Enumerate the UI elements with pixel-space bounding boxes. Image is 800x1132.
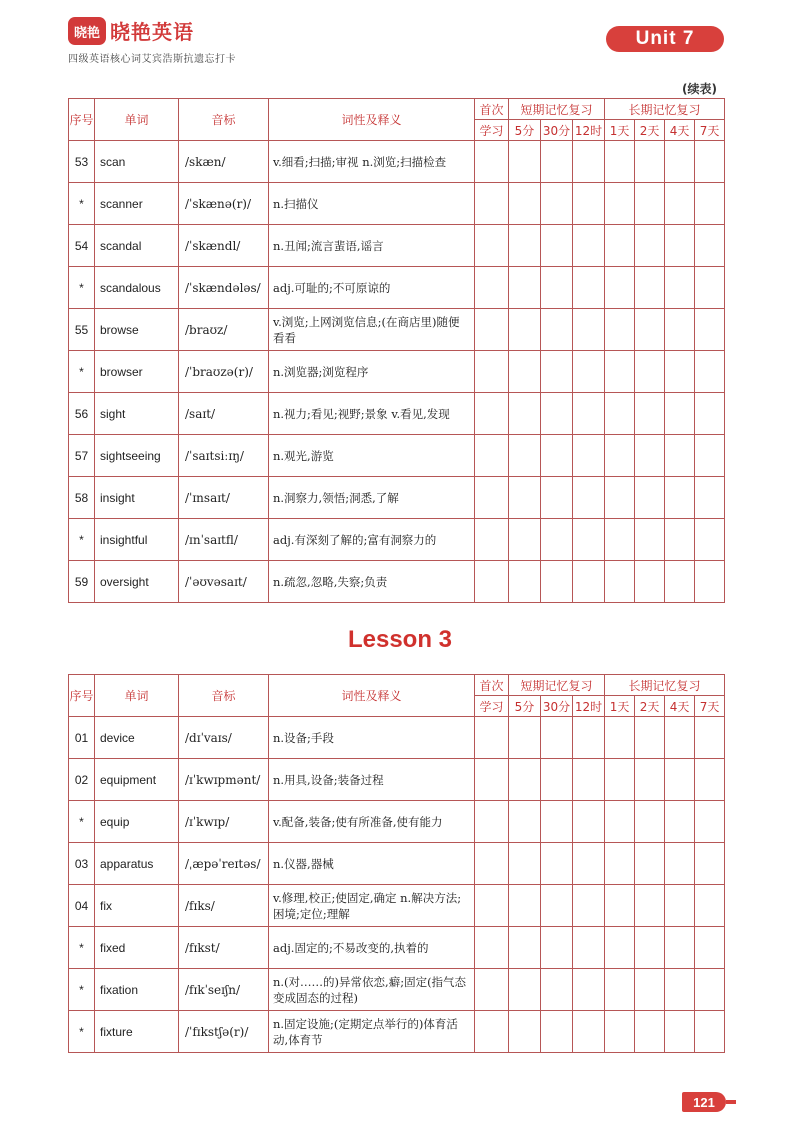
review-checkbox-cell[interactable] [475,969,509,1011]
review-checkbox-cell[interactable] [541,477,573,519]
header-interval: 12时 [573,120,605,141]
review-checkbox-cell[interactable] [541,309,573,351]
review-checkbox-cell[interactable] [509,225,541,267]
review-checkbox-cell[interactable] [635,561,665,603]
header-interval: 2天 [635,120,665,141]
header-definition: 词性及释义 [269,675,475,717]
header-interval: 1天 [605,696,635,717]
review-checkbox-cell[interactable] [509,969,541,1011]
review-checkbox-cell[interactable] [573,141,605,183]
review-checkbox-cell[interactable] [695,519,725,561]
review-checkbox-cell[interactable] [665,759,695,801]
word-phonetic: /fɪkˈseɪʃn/ [179,969,269,1011]
review-checkbox-cell[interactable] [605,561,635,603]
review-checkbox-cell[interactable] [573,351,605,393]
review-checkbox-cell[interactable] [605,393,635,435]
word-definition: n.疏忽,忽略,失察;负责 [269,561,475,603]
word-number: * [69,1011,95,1053]
word-definition: n.视力;看见;视野;景象 v.看见,发现 [269,393,475,435]
table-row [69,393,725,435]
word-text: scandalous [95,267,179,309]
header-interval: 30分 [541,696,573,717]
review-checkbox-cell[interactable] [509,267,541,309]
word-number: * [69,801,95,843]
header-short-term: 短期记忆复习 [509,99,605,120]
review-checkbox-cell[interactable] [541,561,573,603]
page-header [0,0,800,70]
review-checkbox-cell[interactable] [541,141,573,183]
word-phonetic: /ˈəʊvəsaɪt/ [179,561,269,603]
word-phonetic: /ɪˈkwɪp/ [179,801,269,843]
review-checkbox-cell[interactable] [475,477,509,519]
word-definition: n.固定设施;(定期定点举行的)体育活动,体育节 [269,1011,475,1053]
word-number: 03 [69,843,95,885]
brand-logo-icon: 晓艳 [68,17,106,45]
word-text: equip [95,801,179,843]
review-checkbox-cell[interactable] [573,225,605,267]
review-checkbox-cell[interactable] [605,435,635,477]
word-text: device [95,717,179,759]
review-checkbox-cell[interactable] [541,435,573,477]
review-checkbox-cell[interactable] [573,969,605,1011]
review-checkbox-cell[interactable] [475,561,509,603]
header-interval: 4天 [665,120,695,141]
review-checkbox-cell[interactable] [573,927,605,969]
table-row [69,519,725,561]
review-checkbox-cell[interactable] [509,477,541,519]
review-checkbox-cell[interactable] [541,519,573,561]
header-interval: 30分 [541,120,573,141]
header-short-term: 短期记忆复习 [509,675,605,696]
review-checkbox-cell[interactable] [605,843,635,885]
header-study: 学习 [475,696,509,717]
header-definition: 词性及释义 [269,99,475,141]
review-checkbox-cell[interactable] [475,351,509,393]
word-phonetic: /ɪnˈsaɪtfl/ [179,519,269,561]
review-checkbox-cell[interactable] [541,393,573,435]
word-definition: n.设备;手段 [269,717,475,759]
table-row [69,267,725,309]
word-number: 54 [69,225,95,267]
word-text: browse [95,309,179,351]
review-checkbox-cell[interactable] [665,717,695,759]
review-checkbox-cell[interactable] [665,477,695,519]
header-interval: 7天 [695,120,725,141]
review-checkbox-cell[interactable] [695,843,725,885]
word-definition: n.仪器,器械 [269,843,475,885]
header-word: 单词 [95,99,179,141]
review-checkbox-cell[interactable] [665,393,695,435]
review-checkbox-cell[interactable] [635,141,665,183]
word-text: oversight [95,561,179,603]
review-checkbox-cell[interactable] [573,183,605,225]
review-checkbox-cell[interactable] [665,927,695,969]
review-checkbox-cell[interactable] [665,561,695,603]
word-number: * [69,183,95,225]
page-number-decoration [726,1100,736,1104]
review-checkbox-cell[interactable] [665,1011,695,1053]
header-interval: 12时 [573,696,605,717]
review-checkbox-cell[interactable] [573,393,605,435]
review-checkbox-cell[interactable] [509,435,541,477]
header-num: 序号 [69,675,95,717]
word-number: * [69,969,95,1011]
vocab-table-1 [68,98,725,603]
review-checkbox-cell[interactable] [573,759,605,801]
review-checkbox-cell[interactable] [573,309,605,351]
word-definition: adj.固定的;不易改变的,执着的 [269,927,475,969]
word-definition: n.丑闻;流言蜚语,谣言 [269,225,475,267]
word-definition: n.洞察力,领悟;洞悉,了解 [269,477,475,519]
table-row [69,561,725,603]
word-phonetic: /ˈskænə(r)/ [179,183,269,225]
review-checkbox-cell[interactable] [695,759,725,801]
review-checkbox-cell[interactable] [605,885,635,927]
review-checkbox-cell[interactable] [695,141,725,183]
review-checkbox-cell[interactable] [695,183,725,225]
review-checkbox-cell[interactable] [635,309,665,351]
table-row [69,477,725,519]
review-checkbox-cell[interactable] [635,843,665,885]
word-number: * [69,351,95,393]
word-definition: n.观光,游览 [269,435,475,477]
word-phonetic: /fɪkst/ [179,927,269,969]
word-definition: n.浏览器;浏览程序 [269,351,475,393]
review-checkbox-cell[interactable] [665,309,695,351]
review-checkbox-cell[interactable] [475,225,509,267]
word-text: fixed [95,927,179,969]
table-row [69,183,725,225]
review-checkbox-cell[interactable] [509,393,541,435]
review-checkbox-cell[interactable] [475,141,509,183]
review-checkbox-cell[interactable] [475,393,509,435]
word-phonetic: /ˈɪnsaɪt/ [179,477,269,519]
word-definition: adj.可耻的;不可原谅的 [269,267,475,309]
header-interval: 2天 [635,696,665,717]
review-checkbox-cell[interactable] [541,717,573,759]
review-checkbox-cell[interactable] [475,927,509,969]
word-text: sight [95,393,179,435]
review-checkbox-cell[interactable] [605,519,635,561]
review-checkbox-cell[interactable] [695,801,725,843]
review-checkbox-cell[interactable] [635,183,665,225]
review-checkbox-cell[interactable] [605,309,635,351]
review-checkbox-cell[interactable] [635,435,665,477]
continued-label: (续表) [682,82,717,96]
review-checkbox-cell[interactable] [635,885,665,927]
table-row [69,1011,725,1053]
review-checkbox-cell[interactable] [695,225,725,267]
word-definition: v.浏览;上网浏览信息;(在商店里)随便看看 [269,309,475,351]
review-checkbox-cell[interactable] [541,759,573,801]
word-definition: n.扫描仪 [269,183,475,225]
table-row [69,801,725,843]
review-checkbox-cell[interactable] [541,225,573,267]
review-checkbox-cell[interactable] [509,351,541,393]
word-definition: n.用具,设备;装备过程 [269,759,475,801]
word-number: 57 [69,435,95,477]
word-number: 02 [69,759,95,801]
review-checkbox-cell[interactable] [573,885,605,927]
word-phonetic: /ˈbraʊzə(r)/ [179,351,269,393]
brand-name: 晓艳英语 [110,20,194,44]
word-text: equipment [95,759,179,801]
review-checkbox-cell[interactable] [541,801,573,843]
word-number: 04 [69,885,95,927]
review-checkbox-cell[interactable] [605,969,635,1011]
header-interval: 4天 [665,696,695,717]
table-row [69,885,725,927]
table-row [69,927,725,969]
review-checkbox-cell[interactable] [635,267,665,309]
table-row [69,225,725,267]
review-checkbox-cell[interactable] [665,267,695,309]
review-checkbox-cell[interactable] [635,759,665,801]
review-checkbox-cell[interactable] [605,225,635,267]
word-phonetic: /fɪks/ [179,885,269,927]
header-long-term: 长期记忆复习 [605,99,725,120]
review-checkbox-cell[interactable] [605,141,635,183]
book-subtitle: 四级英语核心词艾宾浩斯抗遗忘打卡 [68,54,236,65]
review-checkbox-cell[interactable] [475,801,509,843]
review-checkbox-cell[interactable] [509,927,541,969]
word-number: 59 [69,561,95,603]
review-checkbox-cell[interactable] [475,183,509,225]
review-checkbox-cell[interactable] [573,801,605,843]
review-checkbox-cell[interactable] [541,267,573,309]
word-phonetic: /braʊz/ [179,309,269,351]
header-phonetic: 音标 [179,675,269,717]
review-checkbox-cell[interactable] [665,969,695,1011]
review-checkbox-cell[interactable] [509,561,541,603]
review-checkbox-cell[interactable] [605,267,635,309]
word-phonetic: /skæn/ [179,141,269,183]
word-text: scandal [95,225,179,267]
review-checkbox-cell[interactable] [605,927,635,969]
review-checkbox-cell[interactable] [665,183,695,225]
review-checkbox-cell[interactable] [665,141,695,183]
review-checkbox-cell[interactable] [635,225,665,267]
word-definition: v.修理,校正;使固定,确定 n.解决方法;困境;定位;理解 [269,885,475,927]
word-text: fix [95,885,179,927]
table-row [69,843,725,885]
word-number: * [69,927,95,969]
word-phonetic: /ˌæpəˈreɪtəs/ [179,843,269,885]
unit-badge: Unit 7 [606,26,724,52]
table-row [69,141,725,183]
review-checkbox-cell[interactable] [573,717,605,759]
word-text: sightseeing [95,435,179,477]
word-definition: v.细看;扫描;审视 n.浏览;扫描检查 [269,141,475,183]
review-checkbox-cell[interactable] [695,969,725,1011]
review-checkbox-cell[interactable] [665,843,695,885]
review-checkbox-cell[interactable] [605,759,635,801]
review-checkbox-cell[interactable] [695,927,725,969]
word-number: 58 [69,477,95,519]
word-number: 56 [69,393,95,435]
review-checkbox-cell[interactable] [541,1011,573,1053]
review-checkbox-cell[interactable] [573,843,605,885]
header-num: 序号 [69,99,95,141]
review-checkbox-cell[interactable] [695,351,725,393]
review-checkbox-cell[interactable] [695,885,725,927]
header-long-term: 长期记忆复习 [605,675,725,696]
review-checkbox-cell[interactable] [665,801,695,843]
word-number: 53 [69,141,95,183]
review-checkbox-cell[interactable] [509,309,541,351]
review-checkbox-cell[interactable] [509,519,541,561]
review-checkbox-cell[interactable] [695,267,725,309]
review-checkbox-cell[interactable] [541,927,573,969]
word-number: * [69,267,95,309]
review-checkbox-cell[interactable] [605,717,635,759]
review-checkbox-cell[interactable] [509,885,541,927]
review-checkbox-cell[interactable] [665,435,695,477]
table-row [69,435,725,477]
review-checkbox-cell[interactable] [509,759,541,801]
word-text: fixture [95,1011,179,1053]
review-checkbox-cell[interactable] [695,435,725,477]
table-row [69,717,725,759]
review-checkbox-cell[interactable] [475,759,509,801]
word-definition: n.(对……的)异常依恋,癖;固定(指气态变成固态的过程) [269,969,475,1011]
review-checkbox-cell[interactable] [635,717,665,759]
review-checkbox-cell[interactable] [541,969,573,1011]
review-checkbox-cell[interactable] [635,351,665,393]
table-row [69,309,725,351]
review-checkbox-cell[interactable] [509,183,541,225]
review-checkbox-cell[interactable] [509,801,541,843]
lesson-title: Lesson 3 [347,626,453,653]
table-row [69,351,725,393]
review-checkbox-cell[interactable] [695,393,725,435]
review-checkbox-cell[interactable] [665,351,695,393]
review-checkbox-cell[interactable] [573,435,605,477]
review-checkbox-cell[interactable] [475,1011,509,1053]
word-phonetic: /ˈfɪkstʃə(r)/ [179,1011,269,1053]
review-checkbox-cell[interactable] [475,267,509,309]
header-interval: 1天 [605,120,635,141]
header-interval: 5分 [509,696,541,717]
review-checkbox-cell[interactable] [475,309,509,351]
review-checkbox-cell[interactable] [475,519,509,561]
review-checkbox-cell[interactable] [665,885,695,927]
review-checkbox-cell[interactable] [509,141,541,183]
word-text: insight [95,477,179,519]
review-checkbox-cell[interactable] [605,351,635,393]
word-text: apparatus [95,843,179,885]
review-checkbox-cell[interactable] [541,843,573,885]
review-checkbox-cell[interactable] [665,519,695,561]
header-word: 单词 [95,675,179,717]
review-checkbox-cell[interactable] [541,885,573,927]
header-study: 学习 [475,120,509,141]
word-text: scanner [95,183,179,225]
page-number: 121 [682,1092,726,1112]
review-checkbox-cell[interactable] [635,519,665,561]
review-checkbox-cell[interactable] [635,393,665,435]
review-checkbox-cell[interactable] [695,309,725,351]
review-checkbox-cell[interactable] [475,885,509,927]
review-checkbox-cell[interactable] [573,267,605,309]
review-checkbox-cell[interactable] [635,927,665,969]
word-phonetic: /ˈskændələs/ [179,267,269,309]
header-interval: 5分 [509,120,541,141]
header-first: 首次 [475,675,509,696]
review-checkbox-cell[interactable] [695,1011,725,1053]
review-checkbox-cell[interactable] [605,1011,635,1053]
header-phonetic: 音标 [179,99,269,141]
word-definition: adj.有深刻了解的;富有洞察力的 [269,519,475,561]
review-checkbox-cell[interactable] [509,843,541,885]
review-checkbox-cell[interactable] [573,561,605,603]
review-checkbox-cell[interactable] [475,843,509,885]
review-checkbox-cell[interactable] [475,435,509,477]
review-checkbox-cell[interactable] [605,183,635,225]
review-checkbox-cell[interactable] [695,561,725,603]
review-checkbox-cell[interactable] [573,1011,605,1053]
vocab-table-2 [68,674,725,1053]
review-checkbox-cell[interactable] [509,1011,541,1053]
review-checkbox-cell[interactable] [509,717,541,759]
word-number: * [69,519,95,561]
review-checkbox-cell[interactable] [475,717,509,759]
review-checkbox-cell[interactable] [635,1011,665,1053]
word-phonetic: /ɪˈkwɪpmənt/ [179,759,269,801]
review-checkbox-cell[interactable] [635,969,665,1011]
review-checkbox-cell[interactable] [695,717,725,759]
review-checkbox-cell[interactable] [635,801,665,843]
header-interval: 7天 [695,696,725,717]
word-phonetic: /saɪt/ [179,393,269,435]
word-phonetic: /dɪˈvaɪs/ [179,717,269,759]
word-number: 55 [69,309,95,351]
review-checkbox-cell[interactable] [635,477,665,519]
word-phonetic: /ˈsaɪtsiːɪŋ/ [179,435,269,477]
word-phonetic: /ˈskændl/ [179,225,269,267]
review-checkbox-cell[interactable] [541,183,573,225]
review-checkbox-cell[interactable] [541,351,573,393]
word-definition: v.配备,装备;使有所准备,使有能力 [269,801,475,843]
word-text: insightful [95,519,179,561]
word-text: browser [95,351,179,393]
word-text: scan [95,141,179,183]
review-checkbox-cell[interactable] [605,477,635,519]
review-checkbox-cell[interactable] [573,519,605,561]
table-row [69,969,725,1011]
review-checkbox-cell[interactable] [665,225,695,267]
word-number: 01 [69,717,95,759]
table-row [69,759,725,801]
header-first: 首次 [475,99,509,120]
review-checkbox-cell[interactable] [695,477,725,519]
review-checkbox-cell[interactable] [573,477,605,519]
review-checkbox-cell[interactable] [605,801,635,843]
word-text: fixation [95,969,179,1011]
